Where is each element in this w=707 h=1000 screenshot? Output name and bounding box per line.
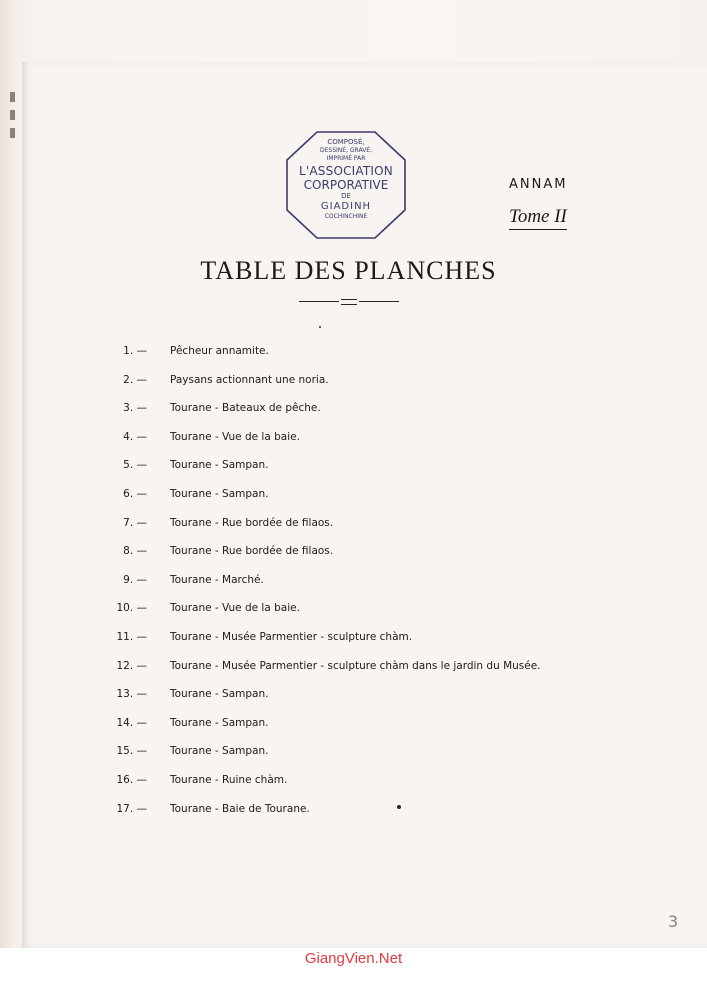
plate-number: 17. — bbox=[116, 802, 147, 815]
plate-number: 1. — bbox=[123, 345, 147, 357]
stamp-line: CORPORATIVE bbox=[303, 178, 389, 192]
publisher-stamp bbox=[285, 130, 407, 240]
plate-number: 16. — bbox=[116, 774, 147, 786]
plate-number: 5. — bbox=[123, 459, 147, 472]
plate-caption: Tourane - Baie de Tourane. bbox=[170, 802, 310, 815]
plate-caption: Tourane - Bateaux de pêche. bbox=[170, 402, 321, 415]
plate-number: 15. — bbox=[116, 745, 147, 758]
list-item bbox=[0, 627, 707, 647]
plate-number: 14. — bbox=[116, 716, 147, 729]
binding-marks bbox=[10, 92, 20, 152]
plate-number: 11. — bbox=[116, 631, 147, 643]
plate-caption: Tourane - Vue de la baie. bbox=[170, 602, 300, 615]
plate-number: 7. — bbox=[123, 516, 147, 529]
list-item bbox=[0, 799, 707, 819]
list-item bbox=[0, 684, 707, 704]
plate-number: 13. — bbox=[116, 688, 147, 701]
plate-caption: Tourane - Vue de la baie. bbox=[170, 430, 300, 443]
plate-caption: Tourane - Musée Parmentier - sculpture chàm. bbox=[170, 631, 413, 643]
list-item bbox=[0, 455, 707, 475]
stamp-line: DE bbox=[341, 192, 351, 200]
stamp-line: DESSINÉ, GRAVÉ, bbox=[320, 147, 372, 154]
watermark: GiangVien.Net bbox=[304, 950, 403, 967]
plate-caption: Tourane - Sampan. bbox=[170, 488, 269, 500]
plate-caption: Tourane - Sampan. bbox=[170, 716, 269, 729]
plate-caption: Tourane - Rue bordée de filaos. bbox=[170, 545, 334, 558]
plate-caption: Pêcheur annamite. bbox=[170, 345, 269, 357]
plate-number: 8. — bbox=[123, 545, 147, 558]
plate-number: 4. — bbox=[123, 430, 147, 443]
list-item bbox=[0, 484, 707, 504]
region-label: ANNAM bbox=[509, 177, 568, 192]
plate-number: 10. — bbox=[116, 602, 147, 615]
volume-label: Tome II bbox=[509, 206, 567, 230]
plate-number: 9. — bbox=[123, 573, 147, 586]
list-item bbox=[0, 398, 707, 418]
list-item bbox=[0, 570, 707, 590]
ink-speck bbox=[397, 805, 401, 809]
list-item bbox=[0, 341, 707, 361]
plate-number: 2. — bbox=[123, 373, 147, 386]
plate-caption: Paysans actionnant une noria. bbox=[170, 373, 329, 386]
ink-speck bbox=[319, 326, 321, 328]
plate-number: 12. — bbox=[116, 659, 147, 672]
stamp-line: GIADINH bbox=[320, 201, 372, 212]
plate-number: 6. — bbox=[123, 488, 147, 500]
plate-caption: Tourane - Sampan. bbox=[170, 745, 269, 758]
page-number-mark: 3 bbox=[668, 912, 679, 931]
plate-caption: Tourane - Marché. bbox=[170, 573, 264, 586]
stamp-line: L'ASSOCIATION bbox=[299, 164, 393, 178]
list-item bbox=[0, 598, 707, 618]
list-item bbox=[0, 656, 707, 676]
list-item bbox=[0, 713, 707, 733]
plate-caption: Tourane - Ruine chàm. bbox=[170, 774, 288, 786]
stamp-text bbox=[285, 138, 407, 220]
plate-caption: Tourane - Rue bordée de filaos. bbox=[170, 516, 334, 529]
list-item bbox=[0, 770, 707, 790]
list-item bbox=[0, 427, 707, 447]
list-item bbox=[0, 741, 707, 761]
list-item bbox=[0, 370, 707, 390]
list-item bbox=[0, 513, 707, 533]
ornamental-rule bbox=[299, 300, 399, 304]
stamp-line: COMPOSÉ, bbox=[327, 138, 365, 146]
plate-caption: Tourane - Sampan. bbox=[170, 688, 269, 701]
plate-number: 3. — bbox=[123, 402, 147, 415]
list-item bbox=[0, 541, 707, 561]
plate-caption: Tourane - Musée Parmentier - sculpture chàm dans le jardin du Musée. bbox=[170, 659, 541, 672]
page-title bbox=[0, 256, 707, 286]
plate-caption: Tourane - Sampan. bbox=[170, 459, 269, 472]
page-title-text: TABLE DES PLANCHES bbox=[200, 256, 497, 285]
stamp-line: COCHINCHINE bbox=[324, 213, 368, 220]
stamp-line: IMPRIMÉ PAR bbox=[326, 155, 366, 162]
